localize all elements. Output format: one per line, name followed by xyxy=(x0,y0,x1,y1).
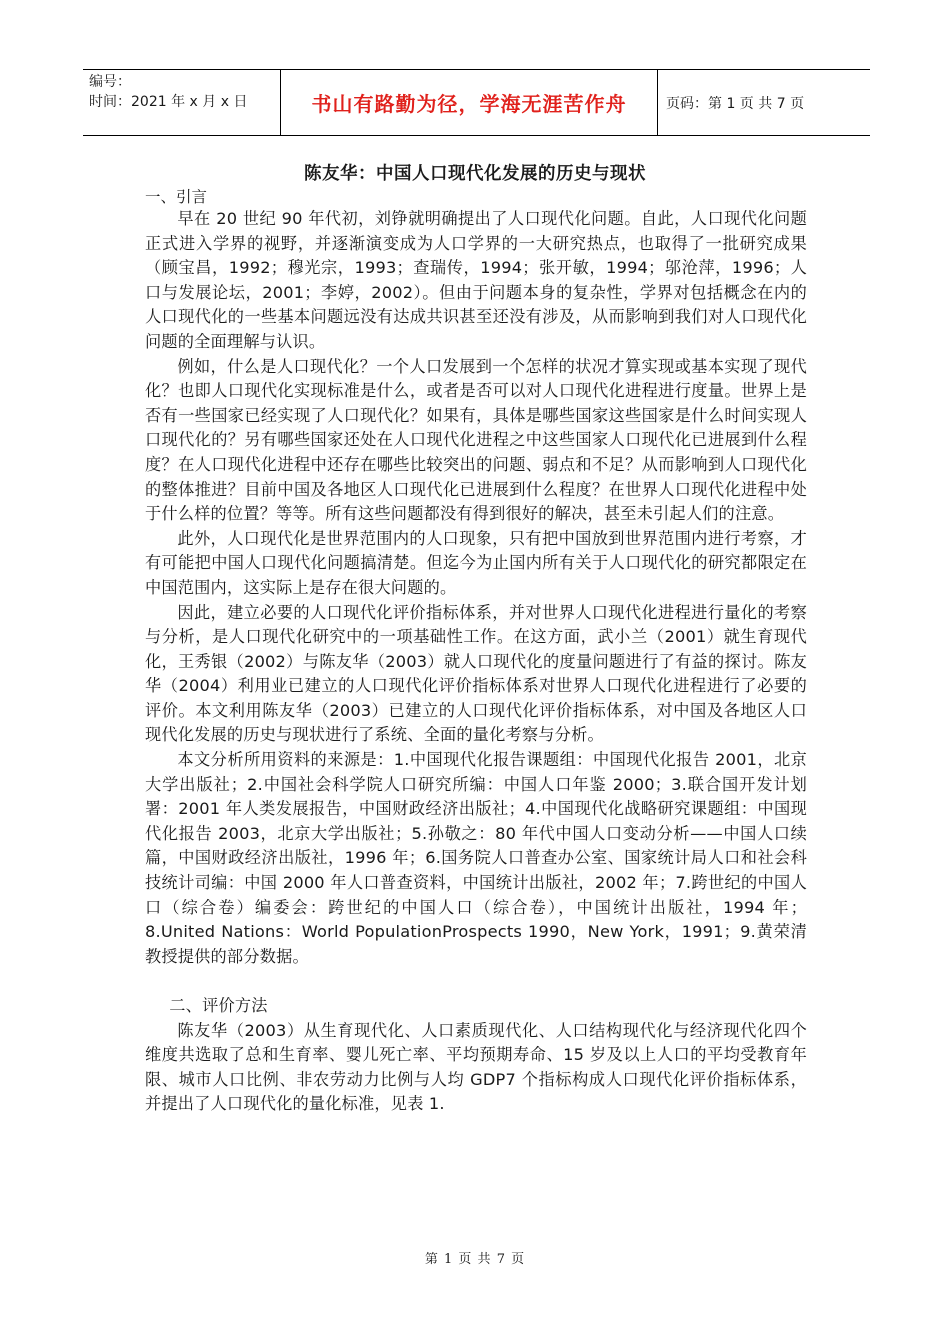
paragraph: 例如，什么是人口现代化？一个人口发展到一个怎样的状况才算实现或基本实现了现代化？也即人口现代化实现标准是什么，或者是否可以对人口现代化进程进行度量。世界上是否有一些国家已经实现了人口现代化？如果有，具体是哪些国家这些国家是什么时间实现人口现代化的？另有哪些国家还处在人口现代化进程之中这些国家人口现代化已进展到什么程度？在人口现代化进程中还存在哪些比较突出的问题、弱点和不足？从而影响到人口现代化的整体推进？目前中国及各地区人口现代化已进展到什么程度？在世界人口现代化进程中处于什么样的位置？等等。所有这些问题都没有得到很好的解决，甚至未引起人们的注意。 xyxy=(145,356,807,524)
section-heading-method: 二、评价方法 xyxy=(169,996,268,1015)
page-header xyxy=(83,69,870,136)
section-heading-introduction: 一、引言 xyxy=(145,188,208,206)
header-meta xyxy=(83,70,281,135)
paragraph-spacer xyxy=(145,969,807,994)
page-footer: 第 1 页 共 7 页 xyxy=(424,1252,526,1267)
paragraph: 早在 20 世纪 90 年代初，刘铮就明确提出了人口现代化问题。自此，人口现代化问题正式进入学界的视野，并逐渐演变成为人口学界的一大研究热点，也取得了一批研究成果（顾宝昌，1992；穆光宗，1993；查瑞传，1994；张开敏，1994；邬沧萍，1996；人口与发展论坛，2001；李婷，2002）。但由于问题本身的复杂性，学界对包括概念在内的人口现代化的一些基本问题远没有达成共识甚至还没有涉及，从而影响到我们对人口现代化问题的全面理解与认识。 xyxy=(145,209,807,351)
header-page-info: 页码：第 1 页 共 7 页 xyxy=(666,95,805,112)
document-title: 陈友华：中国人口现代化发展的历史与现状 xyxy=(304,164,646,184)
document-date-label: 时间：2021 年 x 月 x 日 xyxy=(89,94,248,110)
paragraph: 本文分析所用资料的来源是：1.中国现代化报告课题组：中国现代化报告 2001，北京大学出版社；2.中国社会科学院人口研究所编：中国人口年鉴 2000；3.联合国开发计划署：2001 年人类发展报告，中国财政经济出版社；4.中国现代化战略研究课题组：中国现代化报告 2003，北京大学出版社；5.孙敬之：80 年代中国人口变动分析——中国人口续篇，中国财政经济出版社，1996 年；6.国务院人口普查办公室、国家统计局人口和社会科技统计司编：中国 2000 年人口普查资料，中国统计出版社，2002 年；7.跨世纪的中国人口（综合卷）编委会：跨世纪的中国人口（综合卷），中国统计出版社，1994 年；8.United Nations：World PopulationProspects 1990，New York，1991；9.黄荣清教授提供的部分数据。 xyxy=(145,750,807,966)
document-body xyxy=(145,207,807,1117)
paragraph: 因此，建立必要的人口现代化评价指标体系，并对世界人口现代化进程进行量化的考察与分析，是人口现代化研究中的一项基础性工作。在这方面，武小兰（2001）就生育现代化，王秀银（2002）与陈友华（2003）就人口现代化的度量问题进行了有益的探讨。陈友华（2004）利用业已建立的人口现代化评价指标体系对世界人口现代化进程进行了必要的评价。本文利用陈友华（2003）已建立的人口现代化评价指标体系，对中国及各地区人口现代化发展的历史与现状进行了系统、全面的量化考察与分析。 xyxy=(145,602,807,745)
paragraph: 此外，人口现代化是世界范围内的人口现象，只有把中国放到世界范围内进行考察，才有可能把中国人口现代化问题搞清楚。但迄今为止国内所有关于人口现代化的研究都限定在中国范围内，这实际上是存在很大问题的。 xyxy=(145,528,807,597)
document-code-label: 编号： xyxy=(89,74,131,90)
paragraph: 陈友华（2003）从生育现代化、人口素质现代化、人口结构现代化与经济现代化四个维度共选取了总和生育率、婴儿死亡率、平均预期寿命、15 岁及以上人口的平均受教育年限、城市人口比例、非农劳动力比例与人均 GDP7 个指标构成人口现代化评价指标体系，并提出了人口现代化的量化标准，见表 1. xyxy=(145,1020,807,1114)
header-motto: 书山有路勤为径，学海无涯苦作舟 xyxy=(281,70,658,135)
